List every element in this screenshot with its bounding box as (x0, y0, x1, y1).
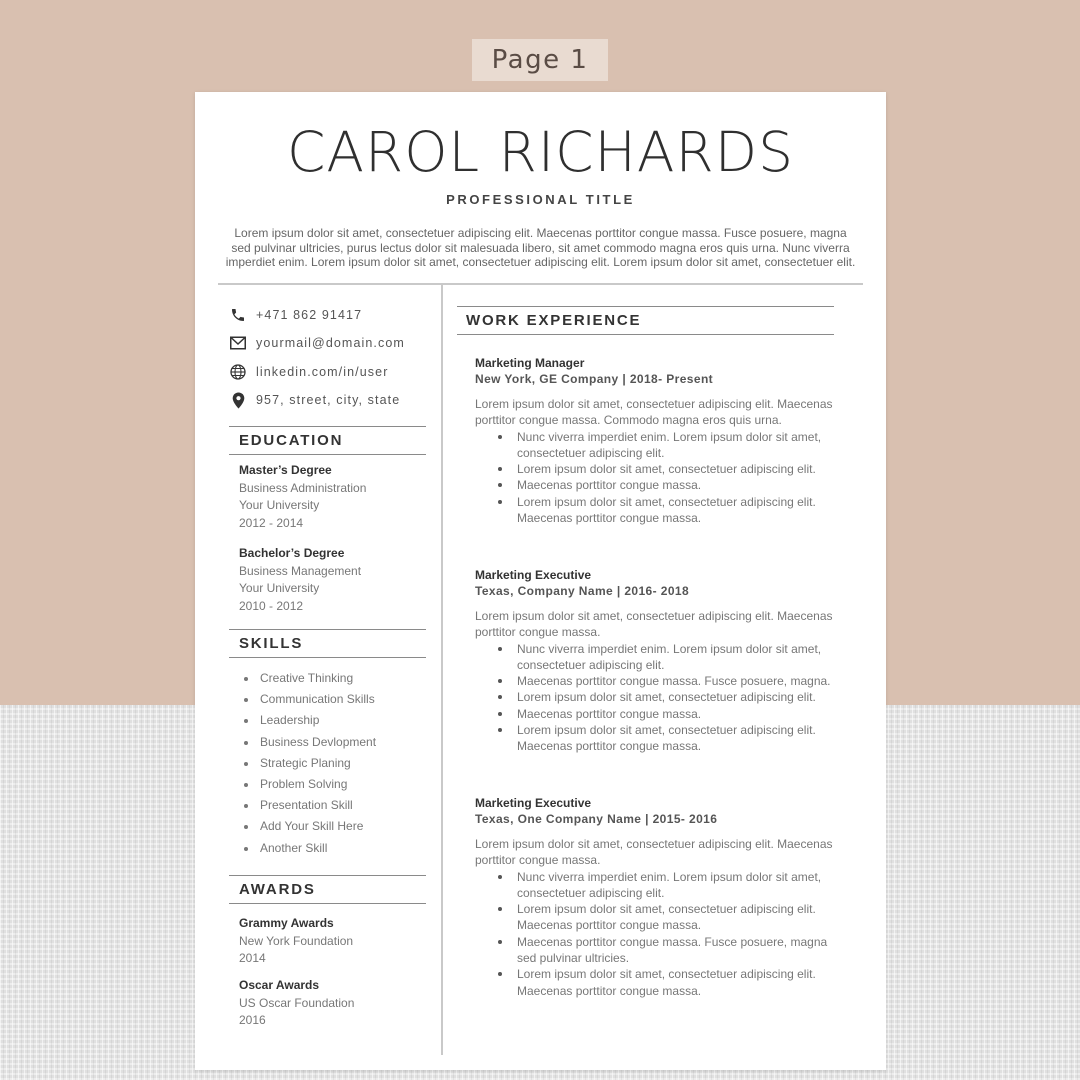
skill-item: Problem Solving (239, 774, 376, 795)
job-role: Marketing Manager (475, 356, 585, 370)
job-bullet: Lorem ipsum dolor sit amet, consectetuer adipiscing elit. Maecenas porttitor congue massa. (517, 901, 835, 934)
award-item (239, 977, 354, 1030)
job-bullets (517, 429, 835, 527)
job-entry (475, 795, 835, 999)
degree-school: Your University (239, 498, 320, 512)
contact-phone (229, 305, 362, 325)
job-bullets (517, 641, 835, 755)
skill-item: Strategic Planing (239, 753, 376, 774)
job-bullet: Nunc viverra imperdiet enim. Lorem ipsum dolor sit amet, consectetuer adipiscing elit. (517, 641, 835, 674)
column-divider (441, 285, 443, 1055)
phone-icon (229, 306, 247, 324)
education-item (239, 545, 361, 615)
job-bullet: Lorem ipsum dolor sit amet, consectetuer adipiscing elit. Maecenas porttitor congue massa. (517, 722, 835, 755)
job-description: Lorem ipsum dolor sit amet, consectetuer adipiscing elit. Maecenas porttitor congue massa. (475, 609, 833, 640)
work-experience-heading: WORK EXPERIENCE (457, 306, 834, 335)
award-name: Oscar Awards (239, 978, 320, 992)
awards-heading: AWARDS (229, 875, 426, 904)
award-org: US Oscar Foundation (239, 995, 355, 1010)
phone-text: +471 862 91417 (256, 308, 363, 322)
summary-text: Lorem ipsum dolor sit amet, consectetuer adipiscing elit. Maecenas porttitor congue massa. Fusce posuere, magna sed pulvinar ultricies, purus lectus dolor sit malesuada libero, sit amet commodo magna eros quis urna. Nunc viverra imperdiet enim. Lorem ipsum dolor sit amet, consectetuer adipiscing elit. Lorem ipsum dolor sit amet, consectetuer elit. (225, 226, 856, 269)
job-role: Marketing Executive (475, 796, 592, 810)
contact-email (229, 333, 405, 353)
skills-heading: SKILLS (229, 629, 426, 658)
job-bullet: Maecenas porttitor congue massa. (517, 706, 835, 722)
award-year: 2014 (239, 951, 266, 965)
degree-title: Bachelor’s Degree (239, 546, 345, 560)
linkedin-text: linkedin.com/in/user (256, 365, 389, 379)
job-description: Lorem ipsum dolor sit amet, consectetuer adipiscing elit. Maecenas porttitor congue massa. Commodo magna eros quis urna. (475, 397, 833, 428)
job-bullet: Nunc viverra imperdiet enim. Lorem ipsum dolor sit amet, consectetuer adipiscing elit. (517, 869, 835, 902)
header-divider (218, 283, 863, 285)
job-bullet: Maecenas porttitor congue massa. Fusce posuere, magna sed pulvinar ultricies. (517, 934, 835, 967)
contact-linkedin (229, 362, 388, 382)
resume-name: CAROL RICHARDS (287, 120, 794, 184)
job-bullet: Lorem ipsum dolor sit amet, consectetuer adipiscing elit. (517, 461, 835, 477)
job-bullet: Maecenas porttitor congue massa. Fusce posuere, magna. (517, 673, 835, 689)
job-bullet: Lorem ipsum dolor sit amet, consectetuer adipiscing elit. (517, 689, 835, 705)
page-label: Page 1 (472, 39, 608, 81)
education-item (239, 462, 366, 532)
job-entry (475, 355, 835, 526)
award-year: 2016 (239, 1013, 266, 1027)
job-meta: Texas, Company Name | 2016- 2018 (475, 584, 690, 598)
globe-icon (229, 363, 247, 381)
job-meta: Texas, One Company Name | 2015- 2016 (475, 812, 718, 826)
job-bullet: Lorem ipsum dolor sit amet, consectetuer adipiscing elit. Maecenas porttitor congue massa. (517, 966, 835, 999)
award-org: New York Foundation (239, 933, 354, 948)
degree-school: Your University (239, 581, 320, 595)
degree-field: Business Management (239, 563, 362, 578)
award-item (239, 915, 353, 968)
location-pin-icon (229, 391, 247, 409)
job-description: Lorem ipsum dolor sit amet, consectetuer adipiscing elit. Maecenas porttitor congue massa. (475, 837, 833, 868)
skill-item: Creative Thinking (239, 668, 376, 689)
skill-item: Business Devlopment (239, 732, 376, 753)
skill-item: Presentation Skill (239, 795, 376, 816)
skill-item: Communication Skills (239, 689, 376, 710)
skills-list (239, 668, 376, 859)
skill-item: Another Skill (239, 838, 376, 859)
award-name: Grammy Awards (239, 916, 334, 930)
job-meta: New York, GE Company | 2018- Present (475, 372, 714, 386)
email-text: yourmail@domain.com (256, 336, 405, 350)
resume-sheet (195, 92, 886, 1070)
skill-item: Leadership (239, 710, 376, 731)
professional-title: PROFESSIONAL TITLE (446, 192, 635, 207)
job-entry (475, 567, 835, 755)
job-bullet: Maecenas porttitor congue massa. (517, 477, 835, 493)
degree-title: Master’s Degree (239, 463, 332, 477)
degree-field: Business Administration (239, 480, 367, 495)
job-role: Marketing Executive (475, 568, 592, 582)
contact-address (229, 390, 400, 410)
job-bullets (517, 869, 835, 999)
degree-years: 2012 - 2014 (239, 515, 304, 530)
education-heading: EDUCATION (229, 426, 426, 455)
mail-icon (229, 334, 247, 352)
degree-years: 2010 - 2012 (239, 598, 304, 613)
skill-item: Add Your Skill Here (239, 816, 376, 837)
address-text: 957, street, city, state (256, 393, 401, 407)
job-bullet: Nunc viverra imperdiet enim. Lorem ipsum dolor sit amet, consectetuer adipiscing elit. (517, 429, 835, 462)
job-bullet: Lorem ipsum dolor sit amet, consectetuer adipiscing elit. Maecenas porttitor congue massa. (517, 494, 835, 527)
